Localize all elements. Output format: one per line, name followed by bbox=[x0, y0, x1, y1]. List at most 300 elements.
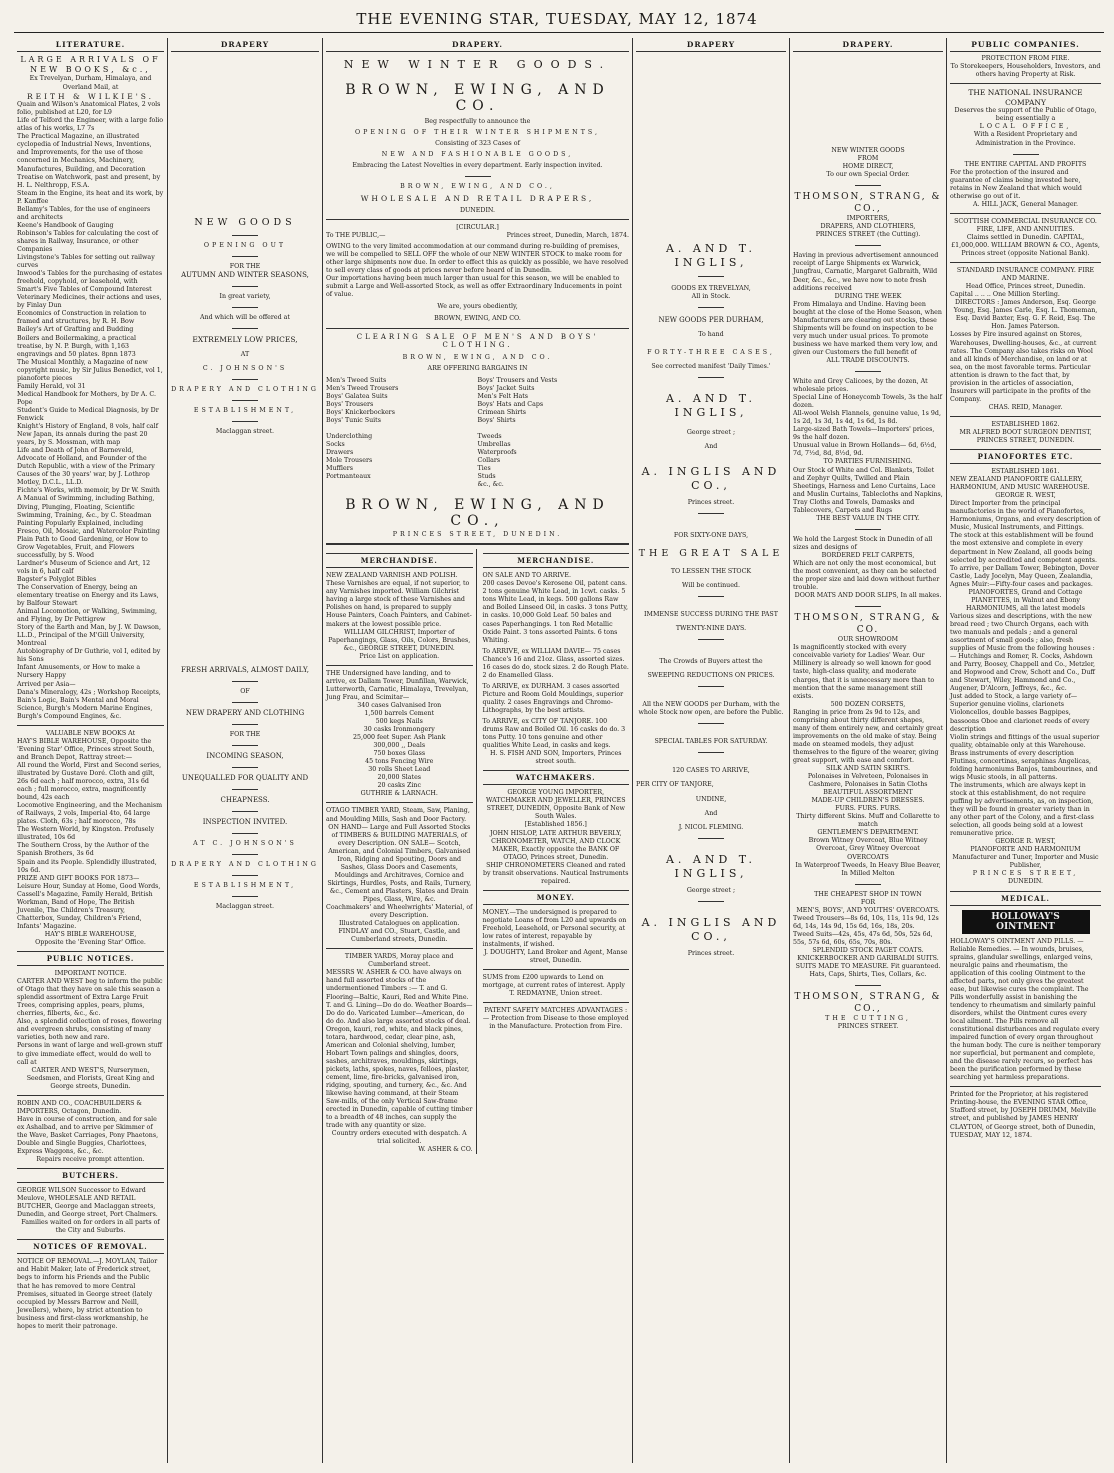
ad-text: George street ; bbox=[686, 428, 736, 436]
bargain-item: Studs bbox=[477, 473, 496, 481]
ad-text: All-wool Welsh Flannels, genuine value, 1s 9d, 1s 2d, 1s 3d, 1s 4d, 1s 6d, 1s 8d. bbox=[793, 410, 941, 426]
ad-text: Tweed Trousers—8s 6d, 10s, 11s, 11s 9d, 12s 6d, 14s, 14s 9d, 15s 6d, 16s, 18s, 20s. bbox=[793, 914, 939, 930]
ad-sign: CARTER AND WEST'S, Nurserymen, Seedsmen, and Florists, Great King and George streets, Dunedin. bbox=[26, 1066, 155, 1090]
firm-name: SCOTTISH COMMERCIAL INSURANCE CO. bbox=[954, 217, 1097, 225]
ad-heading: OTAGO TIMBER YARD, Steam, Saw, Planing, and Moulding Mills, Sash and Door Factory. bbox=[326, 807, 470, 823]
column-drapery-johnson bbox=[168, 38, 323, 1463]
ad-text: AUTUMN AND WINTER SEASONS, bbox=[181, 271, 309, 280]
ad-text: DRAPERY AND CLOTHING bbox=[171, 860, 319, 868]
bargain-item: Waterproofs bbox=[477, 448, 517, 456]
book-list-item: Boilers and Boilermaking, a practical treatise, by N. P. Burgh, with 1,163 engravings and 50 plates. 8pnn 1873 bbox=[17, 334, 137, 358]
ad-text: DUNEDIN. bbox=[1007, 878, 1044, 886]
ad-text: J. NICOL FLEMING. bbox=[678, 823, 744, 831]
firm-name: THOMSON, STRANG, & CO., bbox=[794, 192, 942, 214]
ad-text: Princes street. bbox=[687, 498, 735, 506]
column-heading: PUBLIC COMPANIES. bbox=[950, 38, 1101, 52]
ad-text: BEAUTIFUL ASSORTMENT bbox=[823, 789, 913, 797]
ad-text: THE BEST VALUE IN THE CITY. bbox=[816, 514, 920, 522]
goods-item: 500 kegs Nails bbox=[375, 718, 423, 726]
bargain-item: Boys' Shirts bbox=[477, 416, 516, 424]
goods-item: 300,000 ,, Deals bbox=[373, 742, 426, 750]
column-heading: LITERATURE. bbox=[17, 38, 164, 52]
ad-sign: H. S. FISH AND SON, Importers, Princes street south. bbox=[489, 750, 622, 766]
goods-item: 340 cases Galvanised Iron bbox=[357, 701, 442, 709]
ad-text: Losses by Fire insured against on Stores, Warehouses, Dwelling-houses, &c., at current rates. The Company also takes risks on Wool and all kinds of Merchandise, on land or at sea, on the most favorable terms. Particular attention is drawn to the fact that, by provision in the articles of association, Insurers will participate in the profits of the Company. bbox=[950, 331, 1097, 403]
ad-text: Tweed Suits—42s, 45s, 47s 6d, 50s, 52s 6d, 55s, 57s 6d, 60s, 65s, 70s, 80s. bbox=[793, 930, 933, 946]
section-heading: NOTICES OF REMOVAL. bbox=[17, 1239, 164, 1254]
ad-sign: CHAS. REID, Manager. bbox=[988, 403, 1063, 411]
ad-text: PIANOFORTES, Grand and Cottage PIANETTES, in Walnut and Ebony HARMONIUMS, all the latest models bbox=[966, 588, 1085, 612]
ad-text: SPLENDID STOCK PAGET COATS. bbox=[812, 947, 924, 954]
masthead: THE EVENING STAR, TUESDAY, MAY 12, 1874 bbox=[356, 10, 758, 28]
ad-text: ESTABLISHED 1862. bbox=[991, 420, 1060, 428]
ad-text: C. JOHNSON'S bbox=[202, 364, 288, 372]
ad-text: PIANOFORTE AND HARMONIUM bbox=[970, 846, 1081, 854]
firm-name: A. AND T. INGLIS, bbox=[665, 852, 757, 880]
bargain-item: Boys' Tunic Suits bbox=[326, 416, 381, 424]
book-list-item: Lardner's Museum of Science and Art, 12 vols in 6, half calf bbox=[17, 559, 151, 575]
ad-text: See corrected manifest 'Daily Times.' bbox=[651, 363, 771, 371]
ad-text: EXTREMELY LOW PRICES, bbox=[192, 335, 298, 345]
ad-text: NEW WINTER GOODS bbox=[831, 147, 905, 154]
ad-text: Beg respectfully to announce the bbox=[424, 118, 531, 126]
ad-text: LOCAL OFFICE, bbox=[979, 123, 1072, 131]
section-heading: MERCHANDISE. bbox=[483, 553, 630, 568]
ad-text: INCOMING SEASON, bbox=[206, 752, 284, 761]
bargain-item: Ties bbox=[477, 465, 491, 473]
firm-name: THOMSON, STRANG, & CO. bbox=[794, 613, 942, 635]
goods-item: 20,000 Slates bbox=[377, 774, 422, 782]
ad-text: To ARRIVE, ex WILLIAM DAVIE— 75 cases Chance's 16 and 21oz. Glass, assorted sizes. 16 cases do do, stock sizes. 2 do Rough Plate. 2 do Enamelled Glass. bbox=[482, 647, 629, 679]
ad-text: GENTLEMEN'S DEPARTMENT. bbox=[817, 829, 919, 837]
book-list-item: Keene's Handbook of Gauging bbox=[17, 221, 114, 229]
bargain-lists bbox=[326, 377, 629, 490]
ad-heading: PROTECTION FROM FIRE. bbox=[981, 55, 1070, 62]
goods-item: 30 casks Ironmongery bbox=[363, 726, 435, 734]
ad-heading: TIMBER YARDS, Moray place and Cumberland street. bbox=[344, 953, 454, 969]
ad-text: Coachmakers' and Wheelwrights' Material, of every Description. bbox=[326, 904, 473, 920]
section-heading: PIANOFORTES ETC. bbox=[950, 449, 1101, 464]
section-heading: BUTCHERS. bbox=[17, 1168, 164, 1183]
section-heading: WATCHMAKERS. bbox=[483, 770, 630, 785]
book-list-item: Medical Handbook for Mothers, by Dr A. C. Pope bbox=[17, 390, 157, 406]
firm-name: BROWN, EWING, AND CO. bbox=[345, 82, 610, 115]
ad-sign: WILLIAM GILCHRIST, Importer of Paperhangings, Glass, Oils, Colors, Brushes, &c., GEORGE STREET, DUNEDIN. bbox=[328, 628, 471, 652]
book-list-item: Infant Amusements, or How to make a Nursery Happy bbox=[17, 664, 141, 680]
ad-text: NEW DRAPERY AND CLOTHING bbox=[185, 709, 305, 718]
ad-text: THE CUTTING, bbox=[825, 1015, 911, 1023]
ad-text: With a Resident Proprietary and Administration in the Province. bbox=[973, 131, 1078, 147]
holloway-banner: HOLLOWAY'S OINTMENT bbox=[962, 910, 1090, 934]
ad-text: In Waterproof Tweeds, In Heavy Blue Beaver, In Milled Melton bbox=[795, 861, 941, 877]
ad-text: And which will be offered at bbox=[200, 314, 290, 322]
goods-item: 750 boxes Glass bbox=[373, 750, 426, 758]
book-list-item: PRIZE AND GIFT BOOKS FOR 1873— Leisure Hour, Sunday at Home, Good Words, Cassell's Magazine, Family Herald, British Workman, Band of Hope, The British Juvenile, The Children's Treasury, Chatterbox, Sunday, Children's Friend, Infants' Magazine. bbox=[17, 874, 161, 930]
ad-text: UNEQUALLED FOR QUALITY AND bbox=[181, 774, 309, 783]
ad-sign: GEORGE R. WEST, bbox=[995, 838, 1056, 846]
firm-name: THE NATIONAL INSURANCE COMPANY bbox=[968, 88, 1083, 107]
ad-text: Maclaggan street. bbox=[215, 428, 275, 436]
ad-text: Maclaggan street. bbox=[215, 903, 275, 911]
bargain-item: Crimean Shirts bbox=[477, 408, 527, 416]
ad-sign: T. REDMAYNE, Union street. bbox=[509, 990, 603, 998]
book-list-item: Bagster's Polyglot Bibles bbox=[17, 575, 97, 583]
ad-text: Families waited on for orders in all parts of the City and Suburbs. bbox=[21, 1219, 160, 1235]
bargain-item: Underclothing bbox=[326, 432, 373, 440]
ad-text: 200 cases Devoe's Kerosene Oil, patent cans. 2 tons genuine White Lead, in 1cwt. casks. 5 tons White Lead, in kegs. 500 gallons Raw and Boiled Linseed Oil, in casks. 3 tons Putty, in casks. 10,000 Gold Leaf. 50 bales and cases Paperhangings. 1 ton Red Metallic Oxide Paint. 3 tons assorted Paints. 6 tons Whiting. bbox=[482, 580, 629, 644]
ad-text: KNICKERBOCKER AND GARIBALDI SUITS. bbox=[797, 955, 939, 963]
bargain-item: Boys' Trousers and Vests bbox=[477, 376, 558, 384]
ad-text: Special Line of Honeycomb Towels, 3s the half dozen. bbox=[793, 394, 943, 410]
book-list-item: A Manual of Swimming, including Bathing, Diving, Plunging, Floating, Scientific Swimming, Training, &c., by C. Steadman bbox=[17, 495, 155, 519]
bargain-item: &c., &c. bbox=[477, 481, 504, 489]
ad-text: Consisting of 323 Cases of bbox=[435, 140, 520, 148]
ad-text: Polonaises in Velveteen, Polonaises in Cashmere, Polonaises in Satin Cloths bbox=[807, 773, 929, 789]
ad-text: ON HAND— Large and Full Assorted Stocks of TIMBERS & BUILDING MATERIALS, of every Description. ON SALE— Scotch, American, and Colonial Timbers, Galvanised Iron, Ridging and Spouting, Doors and Sashes, Glass Doors and Casements, Mouldings and Architraves, Cornice and Skirtings, Hurdles, Posts, and Rails, Turnery, &c., Cement and Plasters, Slates and Drain Pipes, Glass, Wire, &c. bbox=[327, 823, 472, 903]
ad-text: INSPECTION INVITED. bbox=[202, 817, 288, 826]
ad-text: MR ALFRED BOOT SURGEON DENTIST, PRINCES STREET, DUNEDIN. bbox=[959, 428, 1092, 445]
ad-text: Large-sized Bath Towels—Importers' prices, 9s the half dozen. bbox=[793, 426, 935, 442]
ad-text: Have in course of construction, and for sale ex Ashalbad, and to arrive per Skimmer of the Wave, Basket Carriages, Pony Phaetons, Double and Single Buggies, Charlottees, Express Waggons, &c., &c. bbox=[17, 1115, 159, 1156]
ad-heading: VALUABLE NEW BOOKS At bbox=[45, 729, 136, 737]
ad-text: DURING THE WEEK bbox=[834, 292, 902, 300]
imprint: Printed for the Proprietor, at his registered Printing-house, the EVENING STAR Office, Stafford street, by JOSEPH DRUMM, Melville street, and published by JAMES HENRY CLAYTON, of George street, both of Dunedin, TUESDAY, MAY 12, 1874. bbox=[950, 1091, 1097, 1139]
bargain-item bbox=[326, 425, 478, 433]
ad-text: Unusual value in Brown Hollands— 6d, 6½d, 7d, 7½d, 8d, 8½d, 9d. bbox=[793, 442, 937, 458]
ad-text: WHOLESALE AND RETAIL DRAPERS, bbox=[360, 194, 595, 204]
ad-text: IMMENSE SUCCESS DURING THE PAST bbox=[644, 611, 778, 619]
section-heading: MONEY. bbox=[483, 890, 630, 905]
ad-heading: ROBIN AND CO., COACHBUILDERS & IMPORTERS, Octagon, Dunedin. bbox=[17, 1099, 142, 1115]
book-list-item: Veterinary Medicines, their actions and uses, by Finlay Dun bbox=[17, 294, 162, 310]
ad-text: To ARRIVE, ex CITY OF TANJORE. 100 drums Raw and Boiled Oil. 16 casks do do. 3 tons Putty. 10 tons genuine and other qualities White Lead, in casks and kegs. bbox=[482, 718, 626, 750]
ad-text: OVERCOATS bbox=[847, 853, 889, 861]
ad-text: ESTABLISHMENT, bbox=[193, 407, 297, 415]
ad-sign: Opposite the 'Evening Star' Office. bbox=[35, 938, 146, 946]
ad-text: OWING to the very limited accommodation at our command during re-building of premises, we will be compelled to SELL OFF the whole of our NEW WINTER STOCK to make room for other large shipments now due. In order to effect this as quickly as possible, we have resolved to sell every class of goods at prices never before heard of in Dunedin. bbox=[326, 243, 629, 275]
ad-text: Persons in want of large and well-grown stuff to give immediate effect, would do well to call at bbox=[17, 1042, 163, 1066]
ad-text: SUITS MADE TO MEASURE. Fit guaranteed. bbox=[795, 963, 941, 971]
book-list-item: Arrived per Asia— bbox=[17, 680, 76, 688]
bargain-item: Tweeds bbox=[477, 432, 502, 440]
book-list-item: Inwood's Tables for the purchasing of estates freehold, copyhold, or leasehold, with Smart's Five Tables of Compound Interest bbox=[17, 270, 163, 294]
column-literature bbox=[14, 38, 168, 1463]
book-list-item: Painting Popularly Explained, including Fresco, Oil, Mosaic, and Watercolor Painting bbox=[17, 519, 160, 535]
goods-item: 30 rolls Sheet Lead bbox=[368, 766, 431, 774]
ad-text: 500 DOZEN CORSETS, bbox=[830, 700, 906, 708]
ad-text: PER CITY OF TANJORE, bbox=[636, 781, 714, 789]
ad-text: Will be continued. bbox=[682, 582, 740, 590]
ad-text: We are, yours obediently, bbox=[437, 303, 518, 311]
column-heading: DRAPERY. bbox=[326, 38, 629, 52]
ad-text: UNDINE, bbox=[695, 795, 727, 803]
bargain-item: Boys' Knickerbockers bbox=[326, 408, 395, 416]
ad-text: Brown Witney Overcoat, Blue Witney Overcoat, Grey Witney Overcoat bbox=[808, 837, 928, 853]
section-heading: PUBLIC NOTICES. bbox=[17, 951, 164, 966]
ad-text: Our Stock of White and Col. Blankets, Toilet and Zephyr Quilts, Twilled and Plain Sheetings, Harness and Leno Curtains, Lace and Muslin Curtains, Tablecloths and Napkins, Tray Cloths and Towels, Damasks and Tablecovers, Carpets and Rugs bbox=[793, 466, 943, 514]
ad-text: Direct Importer from the principal manufactories in the world of Pianofortes, Harmoniums, Organs, and every description of Music, Musical Instruments, and Fittings. bbox=[950, 500, 1101, 532]
book-list-item: Robinson's Tables for calculating the cost of shares in Railway, Insurance, or other Companies bbox=[17, 229, 159, 253]
ad-text: NOTICE OF REMOVAL.—J. MOYLAN, Tailor and Habit Maker, late of Frederick street, begs to inform his Friends and the Public that he has removed to more Central Premises, situated in George street (lately occupied by Messrs Barrow and Neill, Jewellers), where, by strict attention to business and first-class workmanship, he hopes to merit their patronage. bbox=[17, 1258, 158, 1330]
ad-text: THE Undersigned have landing, and to arrive, ex Dallam Tower, Dunfillan, Warwick, Lutterworth, Carnatic, Himalaya, Trevelyan, Jung Frau, and Scimitar— bbox=[326, 669, 469, 701]
ad-text: AT C. JOHNSON'S bbox=[193, 839, 297, 847]
ad-text: From Himalaya and Undine. Having been bought at the close of the Home Season, when Manufacturers are clearing out stocks, these Shipments will be found on inspection to be very much under usual prices. To promote business we have marked them very low, and given our Customers the full benefit of bbox=[793, 300, 942, 356]
book-list-item: All round the World, First and Second series, illustrated by Gustave Doré. Cloth and gilt, 26s 6d each ; half morocco, extra, 31s 6d each ; full morocco, extra, magnificently bound, 42s each bbox=[17, 761, 162, 802]
ad-text: All the NEW GOODS per Durham, with the whole Stock now open, are before the Public. bbox=[638, 701, 784, 717]
ad-text: TWENTY-NINE DAYS. bbox=[675, 625, 747, 633]
bargain-item: Mole Trousers bbox=[326, 456, 373, 464]
ad-sign: A. HILL JACK, General Manager. bbox=[973, 200, 1078, 208]
ad-text: FURS. FURS. FURS. bbox=[835, 805, 901, 813]
ad-text: OUR SHOWROOM bbox=[837, 636, 899, 644]
book-list-item: Plain Path to Good Gardening, or How to Grow Vegetables, Fruit, and Flowers successfully, by S. Wood bbox=[17, 535, 148, 559]
goods-list bbox=[326, 702, 473, 791]
hays-list bbox=[17, 762, 164, 931]
ad-text: And bbox=[704, 809, 718, 817]
ad-text: FOR THE bbox=[229, 731, 261, 739]
ad-text: The stock at this establishment will be found the most extensive and complete in every department in New Zealand, all goods being selected by accredited and competent agents. bbox=[950, 532, 1098, 564]
ad-text: THE ENTIRE CAPITAL AND PROFITS bbox=[964, 160, 1087, 168]
merchandise-area bbox=[326, 549, 629, 1154]
ad-text: And bbox=[704, 442, 718, 450]
firm-name: A. AND T. INGLIS, bbox=[665, 242, 757, 270]
ad-text: Embracing the Latest Novelties in every department. Early inspection invited. bbox=[352, 162, 603, 170]
book-list-item: Animal Locomotion, or Walking, Swimming, and Flying, by Dr Pettigrew bbox=[17, 608, 157, 624]
bargain-item: Portmanteaux bbox=[326, 473, 371, 481]
ad-text: AT bbox=[240, 350, 250, 358]
ad-text: To hand bbox=[698, 331, 724, 339]
ad-text: PRINCES STREET, bbox=[972, 870, 1079, 878]
ad-text: BROWN, EWING, AND CO., bbox=[400, 183, 555, 191]
bargain-list-left bbox=[326, 377, 478, 490]
ad-text: Head Office, Princes street, Dunedin. bbox=[965, 283, 1086, 291]
divider bbox=[326, 543, 629, 545]
book-list-item: The Southern Cross, by the Author of the Spanish Brothers, 3s 6d bbox=[17, 842, 149, 858]
ad-text: Price List on application. bbox=[359, 652, 440, 660]
ad-text: ARE OFFERING BARGAINS IN bbox=[427, 365, 528, 373]
ad-text: HOLLOWAY'S OINTMENT AND PILLS. — Reliable Remedies. — In wounds, bruises, sprains, glandular swellings, enlarged veins, neuralgic pains and rheumatism, the application of this cooling Ointment to the affected parts, not only gives the greatest ease, but likewise cures the complaint. The Pills wonderfully assist in banishing the tendency to rheumatism and similarly painful disorders, whilst the Ointment cures every local ailment. The Pills remove all constitutional disturbances and regulate every impaired function of every organ throughout the human body. The cure is neither temporary nor superficial, but permanent and complete, and the disease rarely recurs, so perfect has been the purification performed by these searching yet harmless preparations. bbox=[950, 937, 1101, 1082]
ad-heading: NEW ZEALAND PIANOFORTE GALLERY, HARMONIUM, AND MUSIC WAREHOUSE. bbox=[950, 476, 1090, 492]
column-drapery-inglis bbox=[633, 38, 790, 1463]
ad-text: Violin strings and fittings of the usual superior quality, obtainable only at this Warehouse. Brass instruments of every description Flutinas, concertinas, seraphinas Angelicas, folding harmoniums Banjos, tambourines, and wigs Music stools, in all patterns. bbox=[950, 733, 1100, 781]
book-list-item: Livingstone's Tables for setting out railway curves bbox=[17, 254, 155, 270]
book-list-item: Spain and its People. Splendidly illustrated, 10s 6d. bbox=[17, 858, 157, 874]
ad-text: SPECIAL TABLES FOR SATURDAY. bbox=[654, 738, 768, 746]
ad-text: THE CHEAPEST SHOP IN TOWN bbox=[814, 890, 922, 898]
ad-text: GEORGE R. WEST, bbox=[995, 492, 1056, 500]
ad-text: Repairs receive prompt attention. bbox=[36, 1156, 145, 1164]
ad-text: JOHN HISLOP, LATE ARTHUR BEVERLY, CHRONOMETER, WATCH, AND CLOCK MAKER, Exactly opposite the BANK OF OTAGO, Princes street, Dunedin. bbox=[489, 829, 622, 861]
bargain-item: Socks bbox=[326, 440, 345, 448]
ad-heading: NEW ZEALAND VARNISH AND POLISH. bbox=[326, 572, 458, 580]
ad-text: George street ; bbox=[686, 886, 736, 894]
ad-text: PRINCES STREET (the Cutting). bbox=[815, 231, 921, 239]
column-public-companies bbox=[947, 38, 1104, 1463]
column-heading: DRAPERY. bbox=[793, 38, 943, 52]
ad-text: Having in previous advertisement announced receipt of Large Shipments ex Warwick, Jungfrau, Carnatic, Margaret Galbraith, Wild Deer, &c., &c., we have now to note fresh additions received bbox=[793, 252, 939, 292]
bargain-item: Boys' Jacket Suits bbox=[477, 384, 535, 392]
firm-name: THOMSON, STRANG, & CO., bbox=[794, 992, 942, 1014]
bargain-item: Mufflers bbox=[326, 465, 353, 473]
ad-text: FRESH ARRIVALS, ALMOST DAILY, bbox=[181, 666, 309, 675]
book-list-item: Student's Guide to Medical Diagnosis, by Dr Fenwick bbox=[17, 406, 159, 422]
ad-text: DOOR MATS AND DOOR SLIPS, In all makes. bbox=[794, 592, 942, 600]
ad-text: MADE-UP CHILDREN'S DRESSES. bbox=[811, 797, 925, 805]
ad-text: Illustrated Catalogues on application. FINDLAY and CO., Stuart, Castle, and Cumberland streets, Dunedin. bbox=[338, 920, 461, 944]
ad-text: Thirty different Skins. Muff and Collarette to match bbox=[796, 813, 940, 829]
ad-text: These Varnishes are equal, if not superior, to any Varnishes imported. William Gilchrist having a large stock of these Varnishes and Polishes on hand, is prepared to supply House Painters, Coach Painters, and Cabinet-makers at the lowest possible price. bbox=[326, 580, 472, 628]
ad-sign: GUTHRIE & LARNACH. bbox=[360, 790, 438, 798]
ad-text: SUMS from £200 upwards to Lend on mortgage, at current rates of interest. Apply bbox=[482, 974, 625, 990]
ad-text: CARTER AND WEST beg to inform the public of Otago that they have on sale this season a splendid assortment of Extra Large Fruit Trees, comprising apples, pears, plums, cherries, filberts, &c., &c. bbox=[17, 978, 163, 1018]
book-list-item: Fichte's Works, with memoir, by Dr W. Smith bbox=[17, 487, 160, 495]
ad-text: FROM bbox=[857, 155, 879, 163]
ad-text: In great variety, bbox=[219, 293, 271, 301]
book-list-item: The Western World, by Kingston. Profusely illustrated, 10s 6d bbox=[17, 826, 155, 842]
bargain-item: Boys' Galatea Suits bbox=[326, 392, 388, 400]
ad-text: CHEAPNESS. bbox=[220, 796, 270, 805]
ad-text: BROWN, EWING, AND CO. bbox=[402, 354, 553, 362]
ad-text: BORDERED FELT CARPETS, bbox=[821, 551, 915, 559]
book-list-item: Life and Death of John of Barneveld, Advocate of Holland, and Founder of the Dutch Republic, with a view of the Primary Causes of the 30 years' war, by J. Lothrop Motley, D.C.L., LL.D. bbox=[17, 447, 155, 487]
book-list-item: Quain and Wilson's Anatomical Plates, 2 vols folio, published at L20, for L9 bbox=[17, 101, 161, 117]
merchandise-right bbox=[483, 549, 630, 1154]
ad-text: OF bbox=[240, 688, 250, 696]
book-list-item: Steam in the Engine, its heat and its work, by P. Kanffee bbox=[17, 189, 164, 205]
book-list-item: Knight's History of England, 8 vols, half calf bbox=[17, 423, 159, 431]
ad-text: PRINCES STREET. bbox=[837, 1023, 899, 1031]
ad-text: DIRECTORS : James Anderson, Esq. George Young, Esq. James Carle, Esq. L. Thomeman, Esq. David Baxter, Esq. G. F. Reid, Esq. The Hon. James Paterson. bbox=[953, 299, 1098, 331]
book-list-item: Life of Telford the Engineer, with a large folio atlas of his works, L7 7s bbox=[17, 117, 164, 133]
ad-text: To arrive, per Dallam Tower, Bebington, Dover Castle, Lady Jocelyn, May Queen, Zealandia, Agnes Muir:—Fifty-four cases and packages. bbox=[950, 564, 1099, 588]
ad-text: TO PARTIES FURNISHING. bbox=[823, 458, 913, 466]
ad-date: Princes street, Dunedin, March, 1874. bbox=[506, 232, 629, 240]
book-list-item: The Conservation of Energy, being an elementary treatise on Energy and its Laws, by Balfour Stewart bbox=[17, 583, 159, 608]
divider bbox=[17, 1095, 164, 1096]
ad-text: Country orders executed with despatch. A trial solicited. bbox=[331, 1130, 467, 1146]
book-list-item: Family Herald, vol 31 bbox=[17, 382, 86, 390]
bargain-item: Umbrellas bbox=[477, 440, 511, 448]
ad-text: The Crowds of Buyers attest the bbox=[659, 658, 763, 666]
book-list-item: Bellamy's Tables, for the use of engineers and architects bbox=[17, 205, 151, 221]
book-list-item: Treatise on Watchwork, past and present, by H. L. Nelthropp, F.S.A. bbox=[17, 173, 161, 189]
ad-heading: LARGE ARRIVALS OF NEW BOOKS, &c., bbox=[20, 55, 161, 75]
ad-text: HAY'S BIBLE WAREHOUSE, Opposite the 'Evening Star' Office, Princes street South, and Branch Depot, Rattray street:— bbox=[17, 737, 155, 761]
ad-text: FOR THE bbox=[229, 263, 261, 271]
column-heading: DRAPERY bbox=[171, 38, 319, 52]
ad-text: GEORGE YOUNG IMPORTER, WATCHMAKER AND JEWELLER, PRINCES STREET, DUNEDIN, Opposite Bank of New South Wales. bbox=[485, 789, 626, 821]
column-heading: DRAPERY bbox=[636, 38, 786, 52]
ad-text: For the protection of the insured and guarantee of claims being invested here, retains in New Zealand that which would otherwise go out of it. bbox=[950, 168, 1082, 200]
ad-text: Various sizes and descriptions, with the new bread reed ; two Church Organs, each with two manuals and pedals ; and a general assortment of small goods ; also, fresh supplies of Music from the following houses :— Hutchings and Romer, R. Cocks, Ashdown and Parry, Boosey, Chappell and Co., Metzler, and Hopwood and Crew, Schott and Co., Duff and Stewart, Wiley, Hammond and Co., Augener, D'Alcorn, Jeffreys, &c., &c. bbox=[950, 612, 1096, 693]
book-list-item: Dana's Mineralogy, 42s ; Workshop Receipts, Bain's Logic, Bain's Mental and Moral Science, Burgh's Modern Marine Engines, Burgh's Compound Engines, &c. bbox=[17, 688, 161, 720]
divider bbox=[326, 328, 629, 329]
ad-sign: HAY'S BIBLE WAREHOUSE, bbox=[44, 930, 137, 938]
book-list-item: Bailey's Art of Grafting and Budding bbox=[17, 326, 134, 334]
ad-text: GEORGE WILSON Successor to Edward Meulove, WHOLESALE AND RETAIL BUTCHER, George and Maclaggan streets, Dunedin, and George street, Port Chalmers. bbox=[17, 1187, 158, 1219]
bargain-item: Collars bbox=[477, 456, 501, 464]
ad-text: Claims settled in Dunedin. CAPITAL, £1,000,000. WILLIAM BROWN & CO., Agents, Princes street (opposite National Bank). bbox=[951, 233, 1100, 258]
ad-text: FIRE, LIFE, AND ANNUITIES. bbox=[976, 225, 1075, 233]
goods-item: 45 tons Fencing Wire bbox=[365, 758, 434, 766]
firm-name: BROWN, EWING, AND CO., bbox=[345, 497, 610, 530]
ad-heading: CLEARING SALE OF MEN'S AND BOYS' CLOTHING. bbox=[356, 332, 599, 350]
ad-text: [CIRCULAR.] bbox=[456, 224, 499, 231]
ad-text: IMPORTERS, bbox=[846, 215, 890, 223]
ad-text: All in Stock. bbox=[691, 293, 731, 301]
bargain-item: Boys' Hats and Caps bbox=[477, 400, 544, 408]
ad-text: FOR SIXTY-ONE DAYS, bbox=[673, 531, 749, 539]
ad-text: Manufacturer and Tuner, Importer and Music Publisher, bbox=[952, 854, 1099, 870]
ad-text: To our own Special Order. bbox=[826, 171, 910, 179]
ad-text: SILK AND SATIN SKIRTS. bbox=[826, 765, 910, 773]
ad-text: To THE PUBLIC,— bbox=[326, 232, 386, 240]
ad-text: TO LESSEN THE STOCK bbox=[670, 568, 752, 575]
ad-text: ESTABLISHED 1861. bbox=[991, 468, 1060, 476]
ad-text: MONEY.—The undersigned is prepared to negotiate Loans of from L20 and upwards on Freehold, Leasehold, or Personal security, at low rates of interest, repayable by instalments, if wished. bbox=[482, 908, 627, 949]
bargain-item: Boys' Trousers bbox=[326, 400, 374, 408]
masthead-rule bbox=[14, 32, 1104, 33]
ad-heading: NEW GOODS bbox=[194, 217, 296, 228]
ad-text: GOODS EX TREVELYAN, bbox=[671, 285, 751, 293]
ad-text: The instruments, which are always kept in stock at this establishment, do not require puffing by advertisements, as, on inspection, they will be found in greater variety than in any other part of the Colony, and a first-class selection, all goods being sold at a lowest remunerative price. bbox=[950, 781, 1094, 838]
ad-text: Deserves the support of the Public of Otago, being essentially a bbox=[954, 107, 1097, 123]
ad-text: NEW AND FASHIONABLE GOODS, bbox=[381, 151, 574, 159]
ad-sign: BROWN, EWING, AND CO. bbox=[434, 315, 521, 323]
column-drapery-brown-ewing bbox=[323, 38, 633, 1463]
ad-text: HOME DIRECT, bbox=[842, 163, 894, 171]
bargain-item: Men's Tweed Trousers bbox=[326, 384, 399, 392]
book-list bbox=[17, 101, 164, 721]
bargain-item bbox=[478, 425, 630, 433]
ad-text: PRINCES STREET, DUNEDIN. bbox=[392, 531, 563, 539]
ad-text: [Established 1856.] bbox=[524, 821, 587, 829]
book-list-item: Story of the Earth and Man, by J. W. Dawson, LL.D., Principal of the M'Gill University, Montreal bbox=[17, 624, 161, 648]
ad-text: THE GREAT SALE bbox=[638, 547, 784, 559]
book-list-item: Autobiography of Dr Guthrie, vol I, edited by his Sons bbox=[17, 648, 161, 664]
ad-text: FOR bbox=[860, 898, 876, 906]
ad-heading: ON SALE AND TO ARRIVE. bbox=[482, 572, 571, 580]
ad-text: Also, a splendid collection of roses, flowering and evergreen shrubs, consisting of many varieties, both new and rare. bbox=[17, 1018, 162, 1042]
ad-text: Princes street. bbox=[687, 950, 735, 958]
book-list-item: Locomotive Engineering, and the Mechanism of Railways, 2 vols, Imperial 4to, 64 large plates. Cloth, 63s ; half morocco, 78s bbox=[17, 802, 163, 826]
ad-text: OPENING OF THEIR WINTER SHIPMENTS, bbox=[355, 129, 600, 137]
ad-text: To Storekeepers, Householders, Investors, and others having Property at Risk. bbox=[950, 63, 1101, 79]
book-list-item: The Practical Magazine, an illustrated cyclopedia of Industrial News, Inventions, and Improvements, for the use of those concerned in Mechanics, Machinery, Manufactures, Building, and Decoration bbox=[17, 133, 152, 173]
bargain-list-right bbox=[478, 377, 630, 490]
book-list-item: New Japan, its annals during the past 20 years, by S. Mossman, with map bbox=[17, 431, 148, 447]
ad-text: ESTABLISHMENT, bbox=[193, 882, 297, 890]
ad-text: Ranging in price from 2s 9d to 12s, and comprising about thirty different shapes, many of them entirely new, and certainly great improvements on the old make of stay. Being made on steamed models, they adjust themselves to the figure of the wearer, giving great support, with ease and comfort. bbox=[793, 708, 943, 764]
ad-heading: IMPORTANT NOTICE. bbox=[54, 970, 127, 978]
section-heading: MEDICAL. bbox=[950, 891, 1101, 906]
ad-text: NEW GOODS PER DURHAM, bbox=[658, 316, 764, 325]
ad-text: SWEEPING REDUCTIONS ON PRICES. bbox=[647, 672, 775, 680]
ad-text: MESSRS W. ASHER & CO. have always on hand full assorted stocks of the undermentioned Timbers :— T. and G. Flooring—Baltic, Kauri, Red and White Pine. T. and G. Lining—Do do do. Weather Boards—Do do do. Varicated Lumber—American, do do do. And also large assorted stocks of deal. Oregon, kauri, red, white, and black pines, totara, hardwood, cedar, clear pine, ash, American and Colonial shelving, lumber, Hobart Town palings and shingles, doors, sashes, architraves, mouldings, skirtings, pickets, laths, spokes, naves, felloes, plaster, cement, lime, fire-bricks, galvanised iron, ridging, spouting, and turnery, &c., &c. And likewise having command, at their Steam Saw-mills, of the only Vertical Saw-frame erected in Dunedin, capable of cutting timber to a breadth of 48 inches, can supply the trade with any quantity or size. bbox=[326, 969, 473, 1130]
ad-text: SHIP CHRONOMETERS Cleaned and rated by transit observations. Nautical Instruments repaired. bbox=[483, 861, 629, 885]
ad-text: OPENING OUT bbox=[203, 242, 287, 250]
firm-name: A. INGLIS AND CO., bbox=[641, 915, 781, 943]
ad-text: ALL TRADE DISCOUNTS. bbox=[826, 356, 910, 364]
ad-text: 120 CASES TO ARRIVE, bbox=[672, 767, 750, 775]
bargain-item: Men's Tweed Suits bbox=[326, 376, 387, 384]
column-drapery-thomson-strang bbox=[790, 38, 947, 1463]
book-list-item: Economics of Construction in relation to framed and structures, by R. H. Bow bbox=[17, 310, 147, 326]
ad-text: DUNEDIN. bbox=[459, 206, 496, 214]
divider bbox=[17, 725, 164, 726]
ad-sign: W. ASHER & CO. bbox=[418, 1146, 473, 1154]
ad-text: Just added to Stock, a large variety of— Superior genuine violins, clarionets Violoncellos, double basses Bagpipes, bassoons Oboe and clarionet reeds of every description bbox=[950, 693, 1090, 733]
